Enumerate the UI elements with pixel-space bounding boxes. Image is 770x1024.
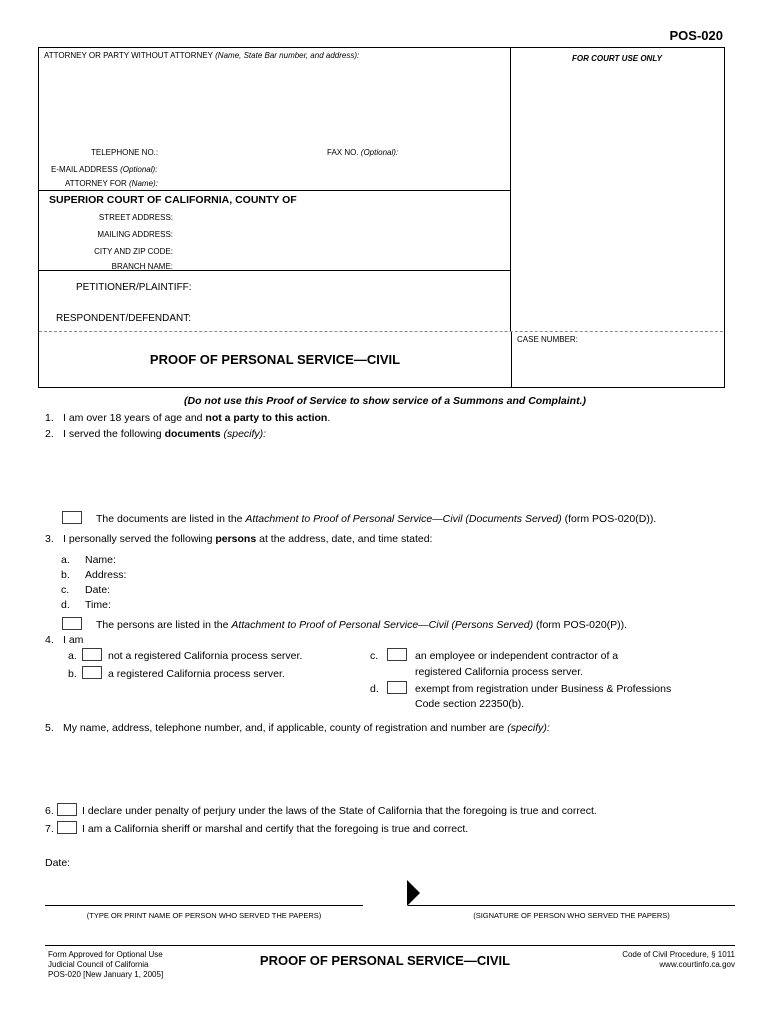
item-2-text xyxy=(63,428,266,440)
item-1 xyxy=(0,412,770,426)
documents-attachment-italic: Attachment to Proof of Personal Service—Civil (Documents Served) xyxy=(245,513,562,525)
summons-notice: (Do not use this Proof of Service to show service of a Summons and Complaint.) xyxy=(184,395,586,407)
item-4b-text: a registered California process server. xyxy=(108,668,285,680)
item-3-text-bold: persons xyxy=(215,533,257,545)
item-5-number: 5. xyxy=(45,722,54,734)
served-name-field[interactable] xyxy=(45,880,363,904)
for-court-use-label: FOR COURT USE ONLY xyxy=(572,54,662,63)
email-label xyxy=(51,165,157,174)
case-number-label: CASE NUMBER: xyxy=(517,335,578,344)
signature-field[interactable] xyxy=(425,880,735,904)
item-3b[interactable] xyxy=(0,569,770,583)
documents-attachment-pre: The documents are listed in the xyxy=(96,513,246,525)
item-3d-label: Time: xyxy=(85,599,111,611)
checkbox-4d[interactable] xyxy=(387,681,407,694)
title-row xyxy=(39,331,723,386)
item-7 xyxy=(0,823,770,837)
documents-attachment-row xyxy=(0,513,770,527)
petitioner-label: PETITIONER/PLAINTIFF: xyxy=(76,282,192,293)
item-3d-letter: d. xyxy=(61,599,70,611)
item-5-text xyxy=(63,722,550,734)
footer-reference-block xyxy=(622,950,735,970)
signature-arrow-icon xyxy=(407,880,420,906)
court-section[interactable] xyxy=(39,191,511,271)
item-4c xyxy=(0,650,770,664)
footer-code-reference: Code of Civil Procedure, § 1011 xyxy=(622,950,735,959)
documents-attachment-text xyxy=(96,513,656,525)
checkbox-7[interactable] xyxy=(57,821,77,834)
mailing-address-label: MAILING ADDRESS: xyxy=(97,230,173,239)
persons-attachment-row xyxy=(0,619,770,633)
item-4d-continued xyxy=(0,698,770,712)
item-4-number: 4. xyxy=(45,634,54,646)
persons-attachment-post: (form POS-020(P)). xyxy=(533,619,628,631)
item-5-text-specify: (specify): xyxy=(507,722,550,734)
item-1-number: 1. xyxy=(45,412,54,424)
item-4d-letter: d. xyxy=(370,683,379,695)
item-2-text-pre: I served the following xyxy=(63,428,165,440)
attorney-party-label-paren: (Name, State Bar number, and address): xyxy=(212,51,360,60)
item-4b-letter: b. xyxy=(68,668,77,680)
item-3a-letter: a. xyxy=(61,554,70,566)
printed-name-caption: (TYPE OR PRINT NAME OF PERSON WHO SERVED THE PAPERS) xyxy=(86,911,322,920)
footer-title: PROOF OF PERSONAL SERVICE—CIVIL xyxy=(259,953,511,968)
item-3a[interactable] xyxy=(0,554,770,568)
documents-specify-field[interactable] xyxy=(60,444,720,506)
item-3 xyxy=(0,533,770,547)
footer-approval-line-1: Form Approved for Optional Use xyxy=(48,950,163,959)
respondent-label: RESPONDENT/DEFENDANT: xyxy=(56,313,192,324)
item-4a-text: not a registered California process server. xyxy=(108,650,303,662)
documents-attachment-post: (form POS-020(D)). xyxy=(561,513,657,525)
persons-attachment-italic: Attachment to Proof of Personal Service—Civil (Persons Served) xyxy=(231,619,534,631)
item-1-text-pre: I am over 18 years of age and xyxy=(63,412,206,424)
form-number: POS-020 xyxy=(669,28,723,43)
item-4d-line1: exempt from registration under Business & Professions xyxy=(415,683,672,695)
item-4c-letter: c. xyxy=(370,650,379,662)
item-3b-label: Address: xyxy=(85,569,127,581)
registration-info-field[interactable] xyxy=(60,738,720,798)
item-6 xyxy=(0,805,770,819)
item-5 xyxy=(0,722,770,736)
item-2-text-bold: documents xyxy=(164,428,221,440)
item-4-text: I am xyxy=(63,634,84,646)
item-7-number: 7. xyxy=(45,823,54,835)
item-4d-line2: Code section 22350(b). xyxy=(415,698,525,710)
item-3c-label: Date: xyxy=(85,584,111,596)
item-4d xyxy=(0,683,770,697)
item-4a-letter: a. xyxy=(68,650,77,662)
item-4c-line1: an employee or independent contractor of a xyxy=(415,650,619,662)
attorney-for-label xyxy=(65,179,158,188)
checkbox-documents-attachment[interactable] xyxy=(62,511,82,524)
date-label: Date: xyxy=(45,857,71,869)
item-3-number: 3. xyxy=(45,533,54,545)
persons-attachment-text xyxy=(96,619,627,631)
item-4 xyxy=(0,634,770,648)
item-3b-letter: b. xyxy=(61,569,70,581)
item-3d[interactable] xyxy=(0,599,770,613)
item-6-text: I declare under penalty of perjury under the laws of the State of California that the foregoing is true and correct. xyxy=(82,805,597,817)
attorney-info-field[interactable] xyxy=(45,64,505,142)
date-field[interactable] xyxy=(80,855,330,871)
item-1-text-bold: not a party to this action xyxy=(205,412,328,424)
form-title: PROOF OF PERSONAL SERVICE—CIVIL xyxy=(149,352,401,367)
attorney-party-label-text: ATTORNEY OR PARTY WITHOUT ATTORNEY xyxy=(44,51,213,60)
signature-caption: (SIGNATURE OF PERSON WHO SERVED THE PAPERS) xyxy=(473,911,670,920)
branch-name-label: BRANCH NAME: xyxy=(111,262,173,271)
item-6-number: 6. xyxy=(45,805,54,817)
item-3-text xyxy=(63,533,432,545)
item-3-text-post: at the address, date, and time stated: xyxy=(256,533,433,545)
item-7-text: I am a California sheriff or marshal and certify that the foregoing is true and correct. xyxy=(82,823,469,835)
footer-divider xyxy=(45,945,735,946)
fax-label-text: FAX NO. xyxy=(327,148,359,157)
court-name-label: SUPERIOR COURT OF CALIFORNIA, COUNTY OF xyxy=(49,194,297,206)
case-number-cell[interactable] xyxy=(511,332,723,387)
printed-name-line[interactable] xyxy=(45,905,363,906)
email-label-paren: (Optional): xyxy=(117,165,158,174)
item-3c[interactable] xyxy=(0,584,770,598)
party-section[interactable] xyxy=(39,271,511,331)
persons-attachment-pre: The persons are listed in the xyxy=(96,619,232,631)
item-3c-letter: c. xyxy=(61,584,70,596)
fax-label xyxy=(327,148,398,157)
attorney-for-label-text: ATTORNEY FOR xyxy=(65,179,127,188)
attorney-for-label-paren: (Name): xyxy=(126,179,158,188)
form-header-box xyxy=(38,47,725,388)
attorney-party-label xyxy=(44,51,359,60)
street-address-label: STREET ADDRESS: xyxy=(98,213,173,222)
footer-approval-line-2: Judicial Council of California xyxy=(48,960,149,969)
telephone-label: TELEPHONE NO.: xyxy=(91,148,159,157)
checkbox-4c[interactable] xyxy=(387,648,407,661)
attorney-section[interactable] xyxy=(39,48,511,191)
fax-label-paren: (Optional): xyxy=(358,148,399,157)
item-3a-label: Name: xyxy=(85,554,116,566)
item-3-text-pre: I personally served the following xyxy=(63,533,216,545)
item-5-text-main: My name, address, telephone number, and, if applicable, county of registration and number are xyxy=(63,722,508,734)
court-use-only-cell xyxy=(511,48,723,331)
form-title-cell xyxy=(39,332,511,387)
item-2-number: 2. xyxy=(45,428,54,440)
item-4c-continued xyxy=(0,666,770,680)
checkbox-6[interactable] xyxy=(57,803,77,816)
footer-approval-line-3: POS-020 [New January 1, 2005] xyxy=(48,970,164,979)
footer-website[interactable]: www.courtinfo.ca.gov xyxy=(659,960,735,969)
item-2-text-specify: (specify): xyxy=(220,428,267,440)
checkbox-persons-attachment[interactable] xyxy=(62,617,82,630)
item-2 xyxy=(0,428,770,442)
item-1-text xyxy=(63,412,330,424)
city-zip-label: CITY AND ZIP CODE: xyxy=(94,247,173,256)
signature-line[interactable] xyxy=(408,905,735,906)
email-label-text: E-MAIL ADDRESS xyxy=(51,165,118,174)
item-4c-line2: registered California process server. xyxy=(415,666,584,678)
item-1-text-post: . xyxy=(327,412,331,424)
